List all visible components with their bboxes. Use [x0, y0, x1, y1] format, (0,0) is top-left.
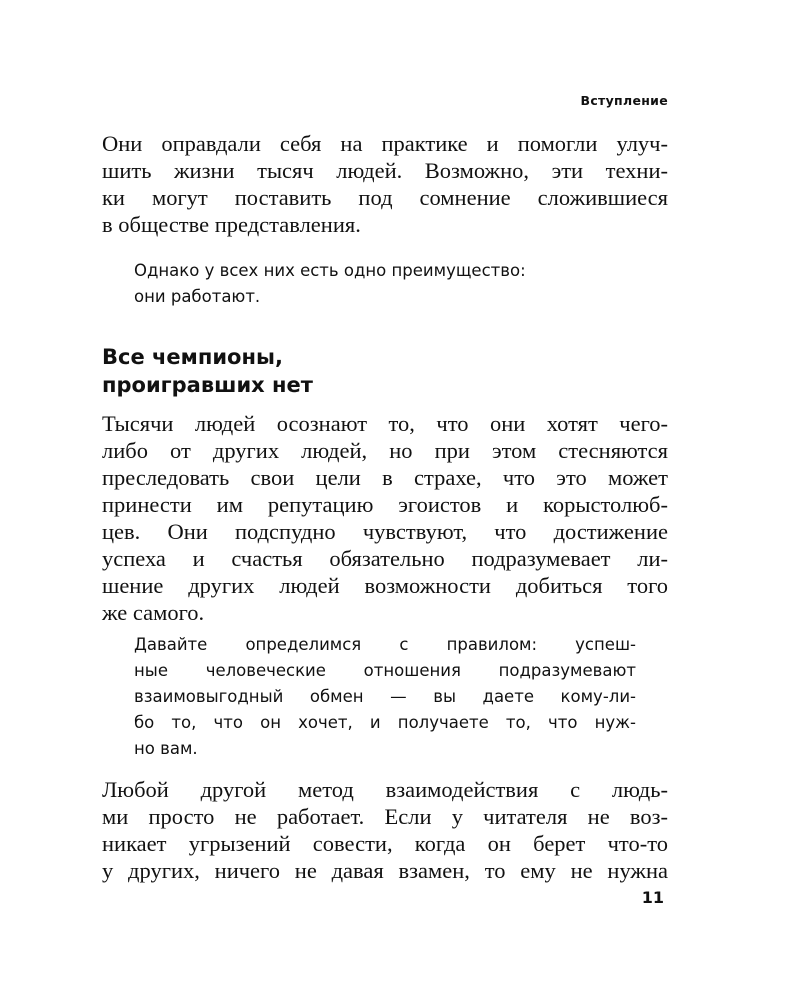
text-line: успеха и счастья обязательно подразумевает ли-	[102, 546, 668, 571]
text-line: либо от других людей, но при этом стесняются	[102, 438, 668, 463]
text-line: у других, ничего не давая взамен, то ему не нужна	[102, 858, 668, 883]
text-line: цев. Они подспудно чувствуют, что достижение	[102, 519, 668, 544]
text-line: они работают.	[134, 287, 261, 306]
text-line: в обществе представления.	[102, 212, 361, 237]
text-line: ми просто не работает. Если у читателя не воз-	[102, 804, 668, 829]
text-line: же самого.	[102, 600, 205, 625]
running-head: Вступление	[580, 93, 668, 108]
text-line: принести им репутацию эгоистов и корыстолюб-	[102, 492, 668, 517]
text-line: ки могут поставить под сомнение сложившиеся	[102, 185, 668, 210]
text-line: Давайте определимся с правилом: успеш-	[134, 635, 636, 654]
text-line: преследовать свои цели в страхе, что это может	[102, 465, 668, 490]
text-line: Любой другой метод взаимодействия с людь-	[102, 777, 668, 802]
page-number: 11	[641, 888, 664, 907]
text-line: шить жизни тысяч людей. Возможно, эти техни-	[102, 158, 668, 183]
text-line: шение других людей возможности добиться того	[102, 573, 668, 598]
highlight-quote-1	[134, 258, 636, 310]
section-heading	[102, 343, 313, 399]
body-paragraph-2	[102, 410, 668, 626]
text-line: Однако у всех них есть одно преимущество:	[134, 261, 526, 280]
body-paragraph-1	[102, 130, 668, 238]
text-line: бо то, что он хочет, и получаете то, что нуж-	[134, 713, 636, 732]
text-line: ные человеческие отношения подразумевают	[134, 661, 636, 680]
body-paragraph-3	[102, 776, 668, 884]
text-line: Тысячи людей осознают то, что они хотят чего-	[102, 411, 668, 436]
highlight-quote-2	[134, 632, 636, 762]
heading-line: проигравших нет	[102, 373, 313, 397]
text-line: взаимовыгодный обмен — вы даете кому-ли-	[134, 687, 636, 706]
book-page	[102, 0, 668, 1000]
text-line: но вам.	[134, 739, 198, 758]
text-line: никает угрызений совести, когда он берет что-то	[102, 831, 668, 856]
heading-line: Все чемпионы,	[102, 345, 283, 369]
text-line: Они оправдали себя на практике и помогли улуч-	[102, 131, 668, 156]
